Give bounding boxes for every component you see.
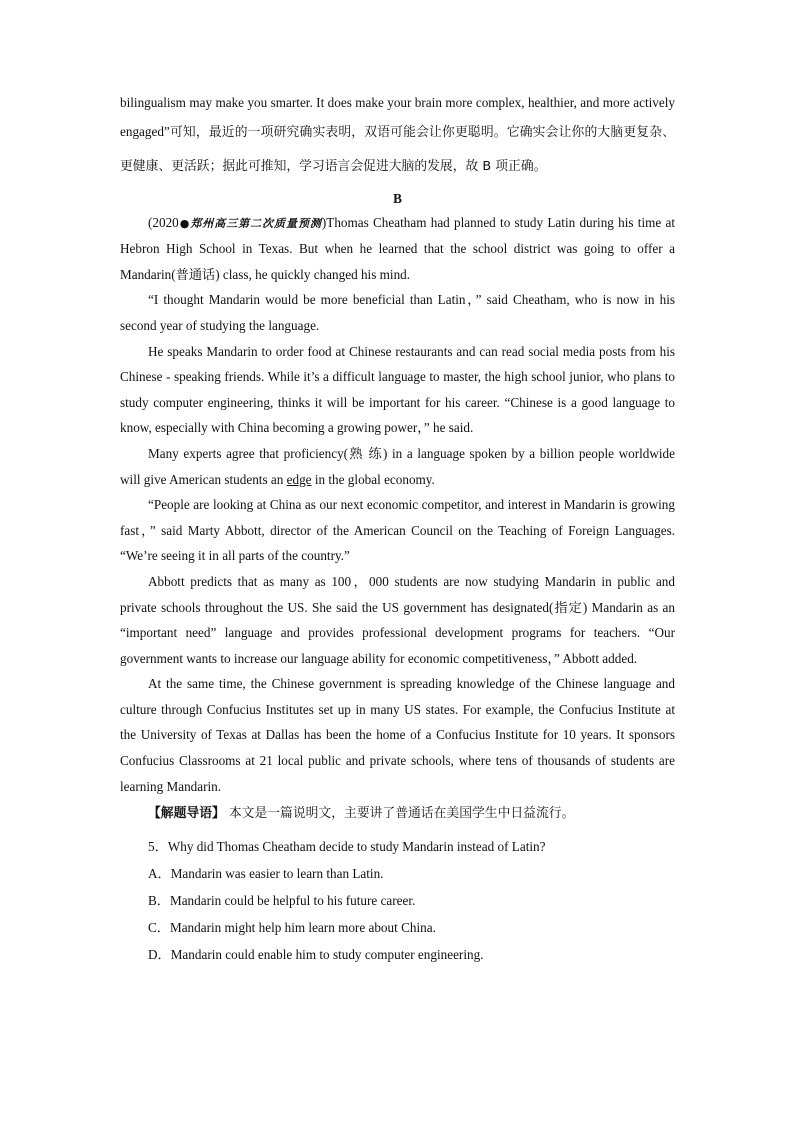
- source-marker: ●: [178, 216, 191, 230]
- reading-guide: [120, 801, 675, 827]
- passage-paragraph-2: “I thought Mandarin would be more beneficial than Latin，” said Cheatham, who is now in his second year of studying the language.: [120, 292, 675, 333]
- option-c: C．Mandarin might help him learn more about China.: [148, 919, 436, 935]
- document-page: [120, 90, 675, 968]
- option-d: D．Mandarin could enable him to study computer engineering.: [148, 946, 484, 962]
- paragraph-4-before: Many experts agree that proficiency(熟 练) in a language spoken by a billion people worldwide will give American students an: [120, 445, 675, 487]
- underlined-word-edge: edge: [286, 471, 312, 487]
- passage-paragraph-7: At the same time, the Chinese government is spreading knowledge of the Chinese language and culture through Confucius Institutes set up in many US states. For example, the Confucius Institute at the University of Texas at Dallas has been the home of a Confucius Institute for 10 years. It sponsors Confucius Classrooms at 21 local public and private schools, where tens of thousands of students are learning Mandarin.: [120, 676, 675, 794]
- question-stem: 5．Why did Thomas Cheatham decide to study Mandarin instead of Latin?: [148, 838, 546, 854]
- passage-paragraph-5: “People are looking at China as our next economic competitor, and interest in Mandarin is growing fast，” said Marty Abbott, director of the American Council on the Teaching of Foreign Languages. “We’re seeing it in all parts of the country.”: [120, 497, 675, 564]
- paragraph-4-after: in the global economy.: [311, 471, 435, 487]
- passage-paragraph-6: Abbott predicts that as many as 100，000 students are now studying Mandarin in public and private schools throughout the US. She said the US government has designated(指定) Mandarin as an “important need” language and provides professional development programs for teachers. “Our government wants to increase our language ability for economic competitiveness，” Abbott added.: [120, 573, 675, 666]
- passage-paragraph-4: [120, 441, 675, 492]
- source-open: (2020: [148, 214, 179, 230]
- previous-passage-tail: [120, 90, 675, 184]
- previous-passage-english: bilingualism may make you smarter. It does make your brain more complex, healthier, and more actively engaged”: [120, 95, 675, 139]
- reading-guide-label: 【解题导语】: [148, 806, 225, 822]
- paragraph-1-text: )Thomas Cheatham had planned to study Latin during his time at Hebron High School in Texas. But when he learned that the school district was going to offer a Mandarin(普通话) class, he quickly changed his mind.: [120, 214, 676, 282]
- option-b: B．Mandarin could be helpful to his future career.: [148, 892, 416, 908]
- option-a: A．Mandarin was easier to learn than Latin.: [148, 865, 384, 881]
- passage-paragraph-3: He speaks Mandarin to order food at Chinese restaurants and can read social media posts from his Chinese - speaking friends. While it’s a difficult language to master, the high school junior, who plans to study computer engineering, thinks it will be important for his career. “Chinese is a good language to know, especially with China becoming a growing power，” he said.: [120, 343, 675, 436]
- previous-passage-chinese: 可知，最近的一项研究确实表明，双语可能会让你更聪明。它确实会让你的大脑更复杂、更健康、更活跃；据此可推知，学习语言会促进大脑的发展，故 B 项正确。: [120, 124, 675, 174]
- reading-guide-text: 本文是一篇说明文，主要讲了普通话在美国学生中日益流行。: [224, 806, 575, 822]
- section-label: B: [393, 190, 402, 206]
- passage-paragraph-1: [120, 210, 675, 288]
- source-name: 郑州高三第二次质量预测: [190, 216, 322, 230]
